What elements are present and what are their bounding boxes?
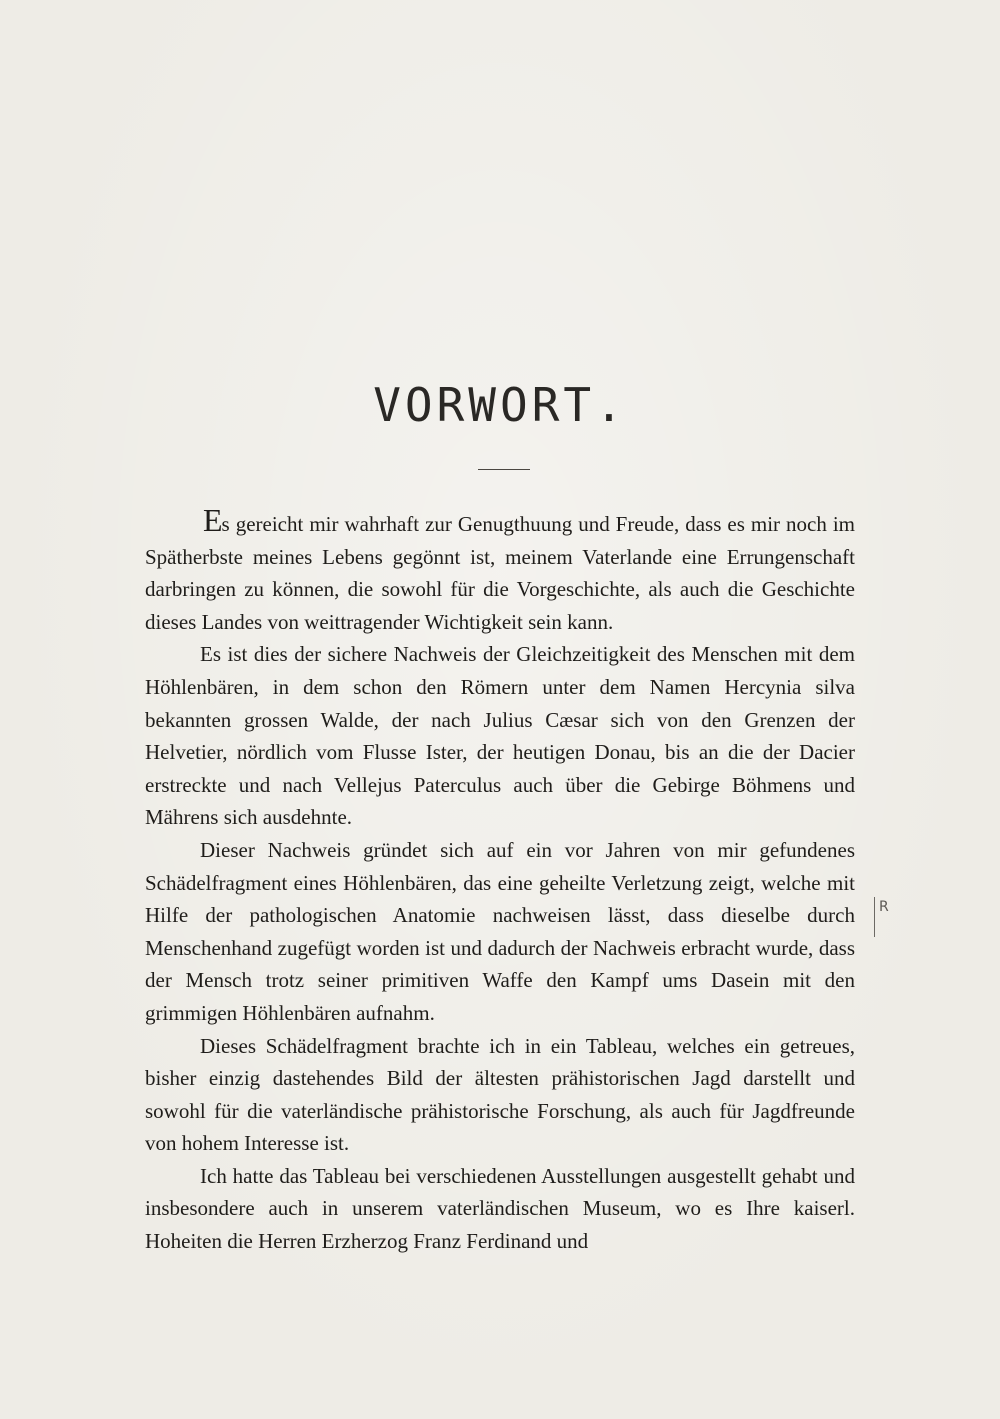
paragraph-3: Dieser Nachweis gründet sich auf ein vor Jahren von mir gefundenes Schädelfragment eines Höhlenbären, das eine geheilte Verletzung zeigt, welche mit Hilfe der pathologischen Anatomie nachweisen lässt, dass dieselbe durch Menschenhand zugefügt worden ist und dadurch der Nachweis erbracht wurde, dass der Mensch trotz seiner primitiven Waffe den Kampf ums Dasein mit den grimmigen Höhlenbären aufnahm. xyxy=(145,837,855,1025)
margin-annotation-text: R xyxy=(879,899,889,915)
paragraph-1 xyxy=(145,502,855,638)
body-text xyxy=(145,502,855,1258)
paragraph-1-text: s gereicht mir wahrhaft zur Genugthuung und Freude, dass es mir noch im Spätherbste meines Lebens gegönnt ist, meinem Vaterlande eine Errungenschaft darbringen zu können, die sowohl für die Vorgeschichte, als auch die Geschichte dieses Landes von weittragender Wichtigkeit sein kann. xyxy=(145,512,855,634)
title-divider xyxy=(478,469,530,470)
paragraph-5: Ich hatte das Tableau bei verschiedenen Ausstellungen ausgestellt gehabt und insbesondere auch in unserem vaterländischen Museum, wo es Ihre kaiserl. Hoheiten die Herren Erzherzog Franz Ferdinand und xyxy=(145,1163,855,1254)
margin-annotation xyxy=(874,897,889,937)
paragraph-2: Es ist dies der sichere Nachweis der Gleichzeitigkeit des Menschen mit dem Höhlenbären, in dem schon den Römern unter dem Namen Hercynia silva bekannten grossen Walde, der nach Julius Cæsar sich von den Grenzen der Helvetier, nördlich vom Flusse Ister, der heutigen Donau, bis an die der Dacier erstreckte und nach Vellejus Paterculus auch über die Gebirge Böhmens und Mährens sich ausdehnte. xyxy=(145,642,855,830)
page-title: VORWORT. xyxy=(373,378,627,432)
paragraph-4: Dieses Schädelfragment brachte ich in ein Tableau, welches ein getreues, bisher einzig dastehendes Bild der ältesten prähistorischen Jagd darstellt und sowohl für die vaterländische prähistorische Forschung, als auch für Jagdfreunde von hohem Interesse ist. xyxy=(145,1033,855,1156)
dropcap-letter: E xyxy=(203,502,222,538)
